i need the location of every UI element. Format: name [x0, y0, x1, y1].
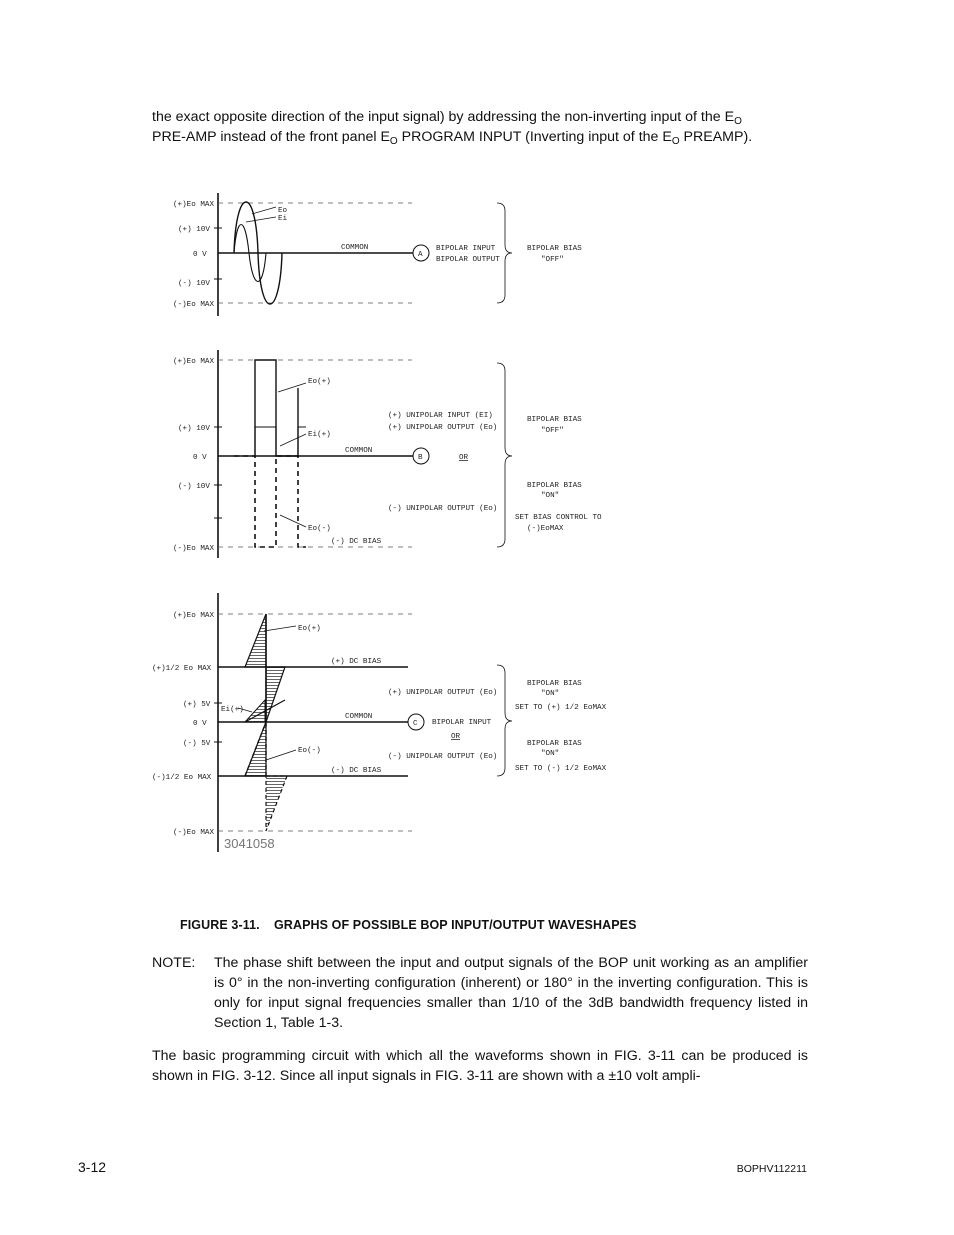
g2-label-set1: SET BIAS CONTROL TO — [515, 514, 602, 522]
g3-label-max-neg: (-)Eo MAX — [173, 829, 215, 837]
g2-label-set2: (-)EoMAX — [527, 525, 564, 533]
g3-label-bip-in: BIPOLAR INPUT — [432, 719, 492, 727]
g3-label-or: OR — [451, 733, 461, 741]
g3-label-on1b: "ON" — [541, 690, 560, 698]
note-text: The phase shift between the input and output signals of the BOP unit working as an amplifier is 0° in the non-inverting configuration (inherent) or 180° in the inverting configuration. This is only for input signal frequencies smaller than 1/10 of the 3dB bandwidth frequency listed in Section 1, Table 1-3. — [214, 955, 808, 1031]
note-block — [152, 953, 808, 1033]
note-label: NOTE: — [152, 955, 196, 971]
g3-label-on2a: BIPOLAR BIAS — [527, 740, 582, 748]
g2-brace — [497, 363, 512, 547]
g1-label-bias2: "OFF" — [541, 256, 564, 264]
g3-brace — [497, 665, 512, 776]
g1-label-common: COMMON — [341, 244, 369, 252]
g3-label-dc-neg: (-) DC BIAS — [331, 767, 382, 775]
g2-label-uni-out-pos: (+) UNIPOLAR OUTPUT (Eo) — [388, 424, 498, 432]
g2-eo-neg-wave — [234, 456, 306, 547]
g1-label-max-pos: (+)Eo MAX — [173, 201, 215, 209]
g2-label-eo-pos: Eo(+) — [308, 378, 331, 386]
g3-label-on1a: BIPOLAR BIAS — [527, 680, 582, 688]
g1-label-zero: 0 V — [193, 251, 207, 259]
g1-brace — [497, 203, 512, 303]
g3-eo-neg-hatch — [266, 776, 287, 831]
g2-label-p10: (+) 10V — [178, 425, 210, 433]
g3-label-dc-pos: (+) DC BIAS — [331, 658, 382, 666]
g2-label-max-pos: (+)Eo MAX — [173, 358, 215, 366]
g3-label-n5: (-) 5V — [183, 740, 211, 748]
figure-id: 3041058 — [224, 836, 275, 851]
g2-label-bias-on2: "ON" — [541, 492, 560, 500]
g1-label-eo: Eo — [278, 207, 288, 215]
g2-label-or: OR — [459, 454, 469, 462]
g1-label-bias1: BIPOLAR BIAS — [527, 245, 582, 253]
g2-label-bias-off1: BIPOLAR BIAS — [527, 416, 582, 424]
page-number: 3-12 — [78, 1159, 107, 1175]
g3-label-set-neg: SET TO (-) 1/2 EoMAX — [515, 765, 607, 773]
g2-label-bias-on1: BIPOLAR BIAS — [527, 482, 582, 490]
g2-label-common: COMMON — [345, 447, 373, 455]
g3-label-uni-out-pos: (+) UNIPOLAR OUTPUT (Eo) — [388, 689, 498, 697]
g1-label-ei: Ei — [278, 215, 288, 223]
g3-marker-letter: C — [413, 720, 418, 728]
intro-text-2: PRE-AMP instead of the front panel E — [152, 129, 390, 145]
closing-paragraph: The basic programming circuit with which all the waveforms shown in FIG. 3-11 can be produced is shown in FIG. 3-12. Since all input signals in FIG. 3-11 are shown with a ±10 volt ampli- — [152, 1048, 808, 1084]
g2-label-ei-pos: Ei(+) — [308, 431, 331, 439]
g3-label-on2b: "ON" — [541, 750, 560, 758]
g1-label-max-neg: (-)Eo MAX — [173, 301, 215, 309]
g2-label-n10: (-) 10V — [178, 483, 210, 491]
g3-label-eo-pos: Eo(+) — [298, 625, 321, 633]
document-id: BOPHV112211 — [736, 1163, 807, 1175]
graph-3-labels — [152, 612, 607, 851]
g3-label-set-pos: SET TO (+) 1/2 EoMAX — [515, 704, 607, 712]
g1-marker-letter: A — [418, 251, 423, 259]
figure-caption: FIGURE 3-11. GRAPHS OF POSSIBLE BOP INPUT/OUTPUT WAVESHAPES — [180, 918, 637, 932]
intro-sub-3: O — [671, 136, 680, 147]
graph-1-labels — [173, 201, 582, 309]
intro-sub-1: O — [734, 116, 742, 127]
g3-label-ei-pos: Ei(+) — [221, 706, 244, 714]
g2-label-bias-off2: "OFF" — [541, 427, 564, 435]
g1-label-p10: (+) 10V — [178, 226, 210, 234]
g1-label-io1: BIPOLAR INPUT — [436, 245, 496, 253]
g3-label-p5: (+) 5V — [183, 701, 211, 709]
g3-label-half-pos: (+)1/2 Eo MAX — [152, 665, 212, 673]
g3-label-uni-out-neg: (-) UNIPOLAR OUTPUT (Eo) — [388, 753, 498, 761]
g2-label-uni-in: (+) UNIPOLAR INPUT (EI) — [388, 412, 493, 420]
graph-1-bipolar — [214, 193, 512, 316]
g2-ei-pos-wave — [255, 427, 306, 456]
g2-label-zero: 0 V — [193, 454, 207, 462]
g1-label-n10: (-) 10V — [178, 280, 210, 288]
g2-label-eo-neg: Eo(-) — [308, 525, 331, 533]
g3-label-eo-neg: Eo(-) — [298, 747, 321, 755]
g2-label-uni-out-neg: (-) UNIPOLAR OUTPUT (Eo) — [388, 505, 498, 513]
g3-label-half-neg: (-)1/2 Eo MAX — [152, 774, 212, 782]
g3-label-zero: 0 V — [193, 720, 207, 728]
g3-label-max-pos: (+)Eo MAX — [173, 612, 215, 620]
g1-label-io2: BIPOLAR OUTPUT — [436, 256, 500, 264]
intro-sub-2: O — [389, 136, 398, 147]
intro-text-3: PROGRAM INPUT (Inverting input of the E — [397, 129, 672, 145]
g2-label-max-neg: (-)Eo MAX — [173, 545, 215, 553]
g2-label-dc-bias: (-) DC BIAS — [331, 538, 382, 546]
g3-label-common: COMMON — [345, 713, 373, 721]
g2-marker-letter: B — [418, 454, 423, 462]
intro-text-1: the exact opposite direction of the input signal) by addressing the non-inverting input of the E — [152, 109, 735, 125]
intro-text-4: PREAMP). — [679, 129, 753, 145]
g3-eo-pos-hatch — [245, 614, 266, 667]
